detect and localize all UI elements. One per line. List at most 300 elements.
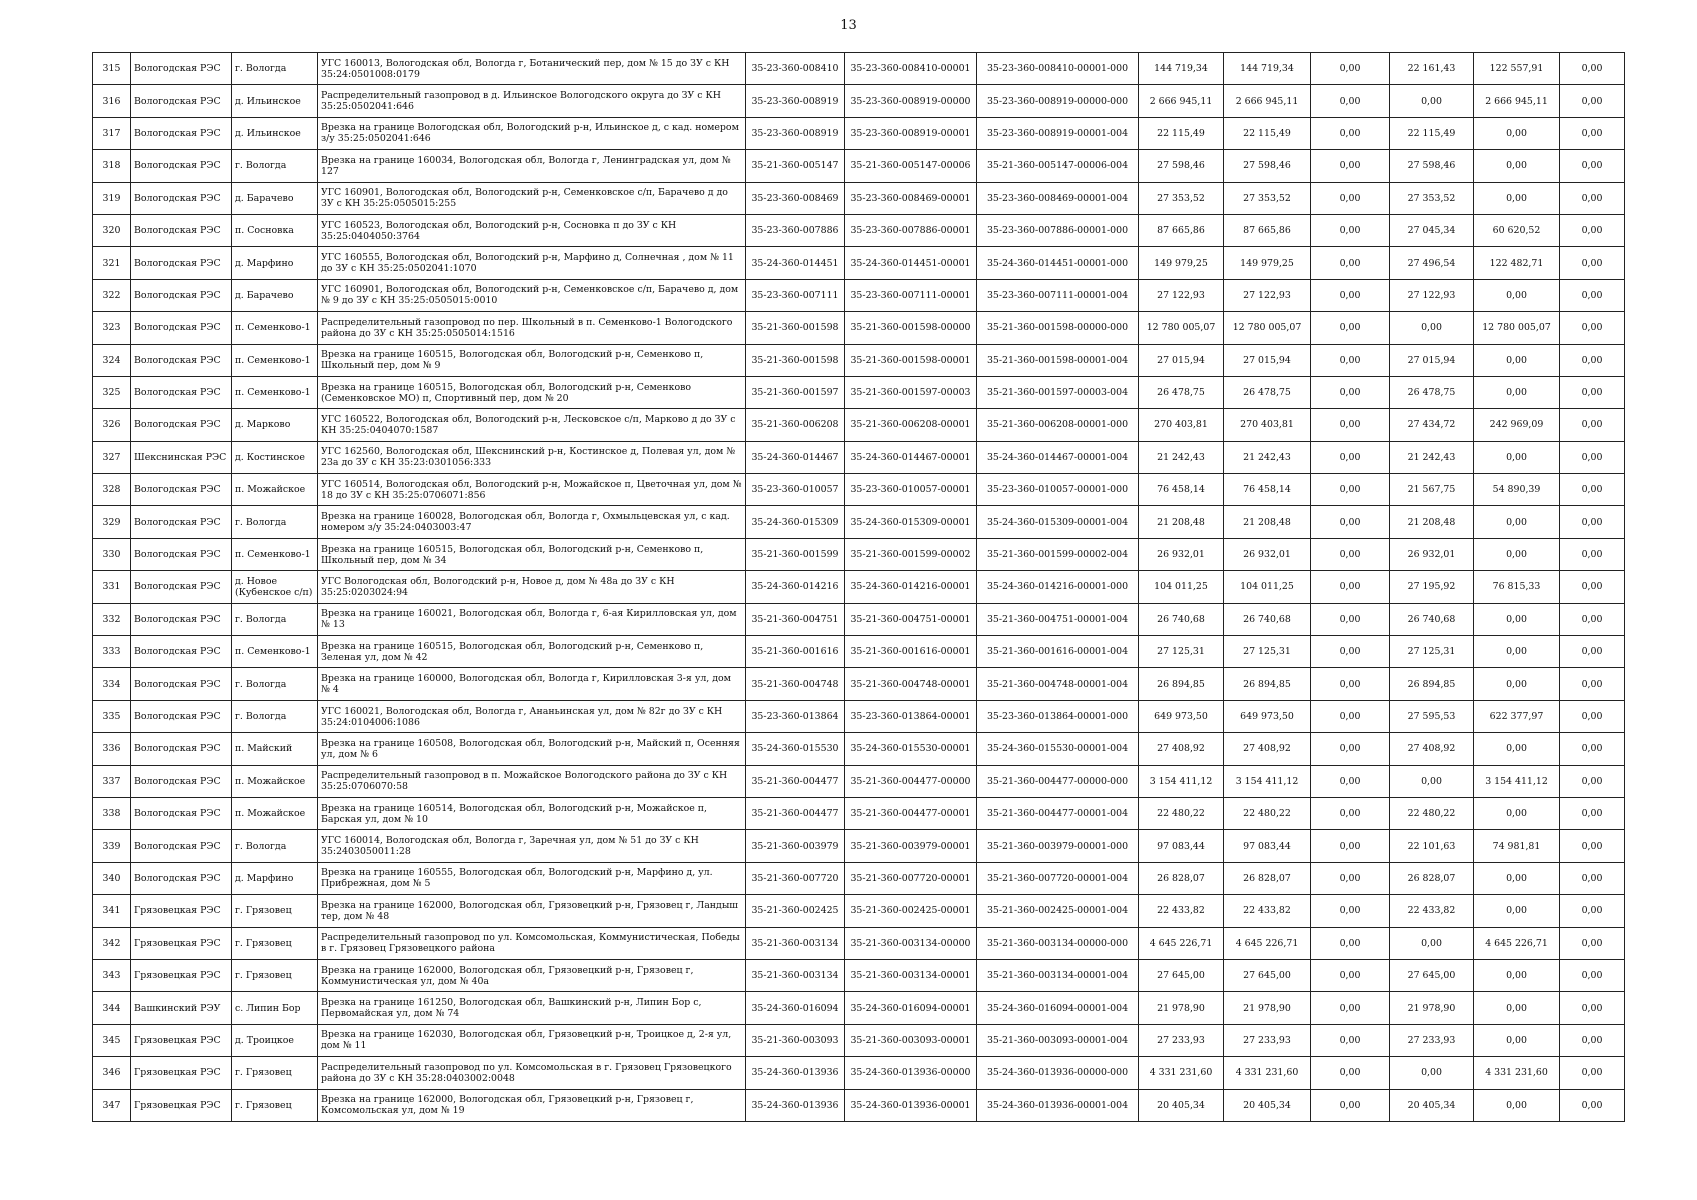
amount-col-4-cell: 26 932,01 xyxy=(1390,538,1474,570)
object-description-cell: Распределительный газопровод по ул. Комсомольская, Коммунистическая, Победы в г. Грязовец Грязовецкого района xyxy=(318,927,746,959)
amount-col-5-cell: 54 890,39 xyxy=(1474,474,1560,506)
object-code-cell: 35-23-360-008919 xyxy=(746,85,845,117)
amount-total-cell: 27 645,00 xyxy=(1139,959,1224,991)
sub-element-code-cell: 35-21-360-001598-00001-004 xyxy=(977,344,1139,376)
department-cell: Вологодская РЭС xyxy=(131,765,232,797)
object-code-cell: 35-24-360-014467 xyxy=(746,441,845,473)
amount-col-4-cell: 27 353,52 xyxy=(1390,182,1474,214)
amount-col-4-cell: 22 480,22 xyxy=(1390,797,1474,829)
amount-total-cell: 2 666 945,11 xyxy=(1139,85,1224,117)
amount-col-4-cell: 27 595,53 xyxy=(1390,700,1474,732)
object-code-cell: 35-21-360-001597 xyxy=(746,376,845,408)
amount-col-6-cell: 0,00 xyxy=(1560,895,1625,927)
table-row xyxy=(93,1057,1625,1089)
amount-col-3-cell: 0,00 xyxy=(1311,700,1390,732)
locality-cell: п. Можайское xyxy=(232,797,318,829)
element-code-cell: 35-21-360-001598-00001 xyxy=(845,344,977,376)
amount-col-3-cell: 0,00 xyxy=(1311,830,1390,862)
row-number-cell: 322 xyxy=(93,279,131,311)
amount-including-cell: 26 894,85 xyxy=(1224,668,1311,700)
sub-element-code-cell: 35-21-360-003093-00001-004 xyxy=(977,1024,1139,1056)
amount-including-cell: 27 122,93 xyxy=(1224,279,1311,311)
object-code-cell: 35-23-360-007886 xyxy=(746,214,845,246)
row-number-cell: 326 xyxy=(93,409,131,441)
amount-col-3-cell: 0,00 xyxy=(1311,279,1390,311)
table-row xyxy=(93,927,1625,959)
amount-col-3-cell: 0,00 xyxy=(1311,53,1390,85)
element-code-cell: 35-23-360-010057-00001 xyxy=(845,474,977,506)
amount-col-3-cell: 0,00 xyxy=(1311,85,1390,117)
locality-cell: г. Грязовец xyxy=(232,959,318,991)
amount-including-cell: 22 480,22 xyxy=(1224,797,1311,829)
amount-col-5-cell: 0,00 xyxy=(1474,733,1560,765)
department-cell: Вологодская РЭС xyxy=(131,214,232,246)
amount-total-cell: 27 015,94 xyxy=(1139,344,1224,376)
row-number-cell: 342 xyxy=(93,927,131,959)
amount-col-6-cell: 0,00 xyxy=(1560,603,1625,635)
amount-total-cell: 26 894,85 xyxy=(1139,668,1224,700)
row-number-cell: 317 xyxy=(93,117,131,149)
row-number-cell: 332 xyxy=(93,603,131,635)
row-number-cell: 329 xyxy=(93,506,131,538)
object-code-cell: 35-21-360-006208 xyxy=(746,409,845,441)
amount-col-3-cell: 0,00 xyxy=(1311,441,1390,473)
amount-col-5-cell: 0,00 xyxy=(1474,636,1560,668)
amount-total-cell: 27 125,31 xyxy=(1139,636,1224,668)
department-cell: Вологодская РЭС xyxy=(131,862,232,894)
department-cell: Вашкинский РЭУ xyxy=(131,992,232,1024)
amount-col-5-cell: 0,00 xyxy=(1474,1024,1560,1056)
amount-total-cell: 149 979,25 xyxy=(1139,247,1224,279)
element-code-cell: 35-21-360-001597-00003 xyxy=(845,376,977,408)
amount-including-cell: 26 740,68 xyxy=(1224,603,1311,635)
department-cell: Вологодская РЭС xyxy=(131,474,232,506)
amount-col-4-cell: 0,00 xyxy=(1390,927,1474,959)
amount-col-6-cell: 0,00 xyxy=(1560,150,1625,182)
amount-total-cell: 4 331 231,60 xyxy=(1139,1057,1224,1089)
amount-col-4-cell: 27 233,93 xyxy=(1390,1024,1474,1056)
element-code-cell: 35-24-360-014216-00001 xyxy=(845,571,977,603)
amount-col-5-cell: 0,00 xyxy=(1474,959,1560,991)
element-code-cell: 35-23-360-008469-00001 xyxy=(845,182,977,214)
locality-cell: д. Барачево xyxy=(232,279,318,311)
row-number-cell: 336 xyxy=(93,733,131,765)
object-code-cell: 35-24-360-016094 xyxy=(746,992,845,1024)
table-row xyxy=(93,862,1625,894)
sub-element-code-cell: 35-21-360-003979-00001-000 xyxy=(977,830,1139,862)
amount-including-cell: 20 405,34 xyxy=(1224,1089,1311,1121)
amount-col-3-cell: 0,00 xyxy=(1311,312,1390,344)
amount-col-3-cell: 0,00 xyxy=(1311,150,1390,182)
object-description-cell: УГС 160522, Вологодская обл, Вологодский р-н, Лесковское с/п, Марково д до ЗУ с КН 35:25:0404070:1587 xyxy=(318,409,746,441)
amount-col-3-cell: 0,00 xyxy=(1311,862,1390,894)
row-number-cell: 315 xyxy=(93,53,131,85)
amount-col-4-cell: 27 598,46 xyxy=(1390,150,1474,182)
element-code-cell: 35-21-360-004477-00001 xyxy=(845,797,977,829)
amount-col-5-cell: 0,00 xyxy=(1474,538,1560,570)
department-cell: Вологодская РЭС xyxy=(131,700,232,732)
locality-cell: п. Семенково-1 xyxy=(232,312,318,344)
amount-col-3-cell: 0,00 xyxy=(1311,959,1390,991)
department-cell: Вологодская РЭС xyxy=(131,636,232,668)
amount-col-4-cell: 21 978,90 xyxy=(1390,992,1474,1024)
amount-col-4-cell: 26 894,85 xyxy=(1390,668,1474,700)
amount-total-cell: 26 828,07 xyxy=(1139,862,1224,894)
sub-element-code-cell: 35-23-360-008919-00001-004 xyxy=(977,117,1139,149)
department-cell: Грязовецкая РЭС xyxy=(131,1024,232,1056)
row-number-cell: 320 xyxy=(93,214,131,246)
amount-including-cell: 27 645,00 xyxy=(1224,959,1311,991)
amount-col-3-cell: 0,00 xyxy=(1311,992,1390,1024)
table-row xyxy=(93,895,1625,927)
locality-cell: г. Вологда xyxy=(232,668,318,700)
object-code-cell: 35-23-360-007111 xyxy=(746,279,845,311)
sub-element-code-cell: 35-24-360-016094-00001-004 xyxy=(977,992,1139,1024)
amount-col-5-cell: 242 969,09 xyxy=(1474,409,1560,441)
object-description-cell: УГС 160901, Вологодская обл, Вологодский р-н, Семенковское с/п, Барачево д, дом № 9 до ЗУ с КН 35:25:0505015:0010 xyxy=(318,279,746,311)
sub-element-code-cell: 35-21-360-001598-00000-000 xyxy=(977,312,1139,344)
object-description-cell: Врезка на границе 160021, Вологодская обл, Вологда г, 6-ая Кирилловская ул, дом № 13 xyxy=(318,603,746,635)
locality-cell: п. Семенково-1 xyxy=(232,538,318,570)
amount-col-6-cell: 0,00 xyxy=(1560,797,1625,829)
amount-col-3-cell: 0,00 xyxy=(1311,376,1390,408)
object-code-cell: 35-21-360-005147 xyxy=(746,150,845,182)
department-cell: Вологодская РЭС xyxy=(131,117,232,149)
element-code-cell: 35-23-360-008919-00001 xyxy=(845,117,977,149)
sub-element-code-cell: 35-21-360-004477-00001-004 xyxy=(977,797,1139,829)
element-code-cell: 35-21-360-002425-00001 xyxy=(845,895,977,927)
amount-col-5-cell: 0,00 xyxy=(1474,344,1560,376)
department-cell: Вологодская РЭС xyxy=(131,344,232,376)
amount-col-3-cell: 0,00 xyxy=(1311,1057,1390,1089)
amount-col-5-cell: 0,00 xyxy=(1474,376,1560,408)
object-code-cell: 35-23-360-008919 xyxy=(746,117,845,149)
amount-col-6-cell: 0,00 xyxy=(1560,571,1625,603)
amount-including-cell: 21 208,48 xyxy=(1224,506,1311,538)
table-row xyxy=(93,797,1625,829)
amount-col-3-cell: 0,00 xyxy=(1311,506,1390,538)
amount-total-cell: 87 665,86 xyxy=(1139,214,1224,246)
amount-total-cell: 22 115,49 xyxy=(1139,117,1224,149)
sub-element-code-cell: 35-21-360-004477-00000-000 xyxy=(977,765,1139,797)
object-code-cell: 35-21-360-007720 xyxy=(746,862,845,894)
object-code-cell: 35-24-360-015530 xyxy=(746,733,845,765)
row-number-cell: 324 xyxy=(93,344,131,376)
amount-col-6-cell: 0,00 xyxy=(1560,506,1625,538)
amount-col-3-cell: 0,00 xyxy=(1311,927,1390,959)
amount-col-3-cell: 0,00 xyxy=(1311,344,1390,376)
sub-element-code-cell: 35-24-360-015309-00001-004 xyxy=(977,506,1139,538)
amount-including-cell: 149 979,25 xyxy=(1224,247,1311,279)
sub-element-code-cell: 35-23-360-010057-00001-000 xyxy=(977,474,1139,506)
sub-element-code-cell: 35-21-360-007720-00001-004 xyxy=(977,862,1139,894)
department-cell: Вологодская РЭС xyxy=(131,150,232,182)
row-number-cell: 346 xyxy=(93,1057,131,1089)
amount-col-6-cell: 0,00 xyxy=(1560,1089,1625,1121)
object-description-cell: Врезка на границе 160515, Вологодская обл, Вологодский р-н, Семенково п, Школьный пер, дом № 34 xyxy=(318,538,746,570)
row-number-cell: 319 xyxy=(93,182,131,214)
amount-col-4-cell: 26 478,75 xyxy=(1390,376,1474,408)
row-number-cell: 341 xyxy=(93,895,131,927)
row-number-cell: 323 xyxy=(93,312,131,344)
amount-col-6-cell: 0,00 xyxy=(1560,668,1625,700)
object-description-cell: Врезка на границе 162000, Вологодская обл, Грязовецкий р-н, Грязовец г, Ландыш тер, дом № 48 xyxy=(318,895,746,927)
amount-col-4-cell: 0,00 xyxy=(1390,85,1474,117)
sub-element-code-cell: 35-24-360-014467-00001-004 xyxy=(977,441,1139,473)
element-code-cell: 35-21-360-001598-00000 xyxy=(845,312,977,344)
amount-col-3-cell: 0,00 xyxy=(1311,603,1390,635)
element-code-cell: 35-21-360-003093-00001 xyxy=(845,1024,977,1056)
locality-cell: г. Вологда xyxy=(232,830,318,862)
object-code-cell: 35-21-360-001599 xyxy=(746,538,845,570)
amount-col-6-cell: 0,00 xyxy=(1560,53,1625,85)
locality-cell: г. Вологда xyxy=(232,506,318,538)
element-code-cell: 35-21-360-005147-00006 xyxy=(845,150,977,182)
amount-col-5-cell: 0,00 xyxy=(1474,862,1560,894)
department-cell: Вологодская РЭС xyxy=(131,733,232,765)
sub-element-code-cell: 35-24-360-013936-00000-000 xyxy=(977,1057,1139,1089)
amount-col-3-cell: 0,00 xyxy=(1311,538,1390,570)
table-row xyxy=(93,603,1625,635)
locality-cell: д. Марково xyxy=(232,409,318,441)
object-description-cell: Врезка на границе 160508, Вологодская обл, Вологодский р-н, Майский п, Осенняя ул, дом № 6 xyxy=(318,733,746,765)
table-row xyxy=(93,571,1625,603)
locality-cell: п. Можайское xyxy=(232,765,318,797)
amount-including-cell: 3 154 411,12 xyxy=(1224,765,1311,797)
amount-col-5-cell: 60 620,52 xyxy=(1474,214,1560,246)
table-row xyxy=(93,538,1625,570)
sub-element-code-cell: 35-24-360-013936-00001-004 xyxy=(977,1089,1139,1121)
element-code-cell: 35-24-360-013936-00000 xyxy=(845,1057,977,1089)
department-cell: Вологодская РЭС xyxy=(131,247,232,279)
locality-cell: д. Марфино xyxy=(232,862,318,894)
object-code-cell: 35-21-360-004748 xyxy=(746,668,845,700)
amount-col-5-cell: 0,00 xyxy=(1474,603,1560,635)
table-row xyxy=(93,344,1625,376)
object-description-cell: УГС 160523, Вологодская обл, Вологодский р-н, Сосновка п до ЗУ с КН 35:25:0404050:3764 xyxy=(318,214,746,246)
row-number-cell: 338 xyxy=(93,797,131,829)
locality-cell: д. Марфино xyxy=(232,247,318,279)
amount-col-6-cell: 0,00 xyxy=(1560,700,1625,732)
amount-col-6-cell: 0,00 xyxy=(1560,959,1625,991)
amount-col-6-cell: 0,00 xyxy=(1560,636,1625,668)
amount-col-5-cell: 12 780 005,07 xyxy=(1474,312,1560,344)
element-code-cell: 35-23-360-008410-00001 xyxy=(845,53,977,85)
amount-col-5-cell: 0,00 xyxy=(1474,895,1560,927)
amount-including-cell: 26 828,07 xyxy=(1224,862,1311,894)
sub-element-code-cell: 35-21-360-001616-00001-004 xyxy=(977,636,1139,668)
amount-including-cell: 270 403,81 xyxy=(1224,409,1311,441)
amount-col-3-cell: 0,00 xyxy=(1311,733,1390,765)
amount-col-5-cell: 0,00 xyxy=(1474,117,1560,149)
amount-total-cell: 21 208,48 xyxy=(1139,506,1224,538)
amount-col-6-cell: 0,00 xyxy=(1560,538,1625,570)
amount-col-4-cell: 22 115,49 xyxy=(1390,117,1474,149)
amount-col-3-cell: 0,00 xyxy=(1311,214,1390,246)
table-row xyxy=(93,150,1625,182)
registry-table xyxy=(92,52,1625,1122)
sub-element-code-cell: 35-24-360-014216-00001-000 xyxy=(977,571,1139,603)
object-code-cell: 35-21-360-004477 xyxy=(746,797,845,829)
sub-element-code-cell: 35-21-360-003134-00000-000 xyxy=(977,927,1139,959)
amount-col-6-cell: 0,00 xyxy=(1560,830,1625,862)
object-code-cell: 35-24-360-015309 xyxy=(746,506,845,538)
amount-col-3-cell: 0,00 xyxy=(1311,797,1390,829)
amount-col-4-cell: 27 195,92 xyxy=(1390,571,1474,603)
object-code-cell: 35-21-360-001616 xyxy=(746,636,845,668)
department-cell: Вологодская РЭС xyxy=(131,182,232,214)
amount-col-5-cell: 0,00 xyxy=(1474,506,1560,538)
object-code-cell: 35-21-360-002425 xyxy=(746,895,845,927)
amount-total-cell: 76 458,14 xyxy=(1139,474,1224,506)
table-row xyxy=(93,279,1625,311)
locality-cell: г. Грязовец xyxy=(232,1057,318,1089)
locality-cell: г. Вологда xyxy=(232,53,318,85)
sub-element-code-cell: 35-21-360-006208-00001-000 xyxy=(977,409,1139,441)
table-row xyxy=(93,733,1625,765)
object-description-cell: Врезка на границе 160514, Вологодская обл, Вологодский р-н, Можайское п, Барская ул, дом № 10 xyxy=(318,797,746,829)
object-description-cell: Распределительный газопровод в д. Ильинское Вологодского округа до ЗУ с КН 35:25:0502041:646 xyxy=(318,85,746,117)
locality-cell: г. Вологда xyxy=(232,700,318,732)
object-code-cell: 35-23-360-008410 xyxy=(746,53,845,85)
amount-including-cell: 26 478,75 xyxy=(1224,376,1311,408)
object-code-cell: 35-23-360-010057 xyxy=(746,474,845,506)
amount-col-3-cell: 0,00 xyxy=(1311,571,1390,603)
object-code-cell: 35-23-360-008469 xyxy=(746,182,845,214)
element-code-cell: 35-21-360-004748-00001 xyxy=(845,668,977,700)
amount-total-cell: 26 478,75 xyxy=(1139,376,1224,408)
amount-including-cell: 22 115,49 xyxy=(1224,117,1311,149)
table-row xyxy=(93,636,1625,668)
element-code-cell: 35-21-360-003979-00001 xyxy=(845,830,977,862)
amount-col-5-cell: 0,00 xyxy=(1474,182,1560,214)
locality-cell: п. Майский xyxy=(232,733,318,765)
table-row xyxy=(93,53,1625,85)
sub-element-code-cell: 35-21-360-004751-00001-004 xyxy=(977,603,1139,635)
object-code-cell: 35-21-360-004477 xyxy=(746,765,845,797)
object-description-cell: УГС 160901, Вологодская обл, Вологодский р-н, Семенковское с/п, Барачево д до ЗУ с КН 35:25:0505015:255 xyxy=(318,182,746,214)
object-description-cell: Врезка на границе 160515, Вологодская обл, Вологодский р-н, Семенково (Семенковское МО) п, Спортивный пер, дом № 20 xyxy=(318,376,746,408)
amount-total-cell: 270 403,81 xyxy=(1139,409,1224,441)
amount-including-cell: 22 433,82 xyxy=(1224,895,1311,927)
element-code-cell: 35-23-360-013864-00001 xyxy=(845,700,977,732)
row-number-cell: 321 xyxy=(93,247,131,279)
element-code-cell: 35-21-360-004477-00000 xyxy=(845,765,977,797)
row-number-cell: 325 xyxy=(93,376,131,408)
object-description-cell: Врезка на границе 160000, Вологодская обл, Вологда г, Кирилловская 3-я ул, дом № 4 xyxy=(318,668,746,700)
element-code-cell: 35-24-360-014451-00001 xyxy=(845,247,977,279)
amount-including-cell: 649 973,50 xyxy=(1224,700,1311,732)
sub-element-code-cell: 35-23-360-007111-00001-004 xyxy=(977,279,1139,311)
element-code-cell: 35-24-360-016094-00001 xyxy=(845,992,977,1024)
row-number-cell: 330 xyxy=(93,538,131,570)
locality-cell: г. Вологда xyxy=(232,603,318,635)
amount-total-cell: 22 480,22 xyxy=(1139,797,1224,829)
table-row xyxy=(93,409,1625,441)
department-cell: Вологодская РЭС xyxy=(131,376,232,408)
row-number-cell: 337 xyxy=(93,765,131,797)
sub-element-code-cell: 35-21-360-004748-00001-004 xyxy=(977,668,1139,700)
amount-col-5-cell: 0,00 xyxy=(1474,668,1560,700)
amount-col-6-cell: 0,00 xyxy=(1560,312,1625,344)
row-number-cell: 316 xyxy=(93,85,131,117)
amount-total-cell: 3 154 411,12 xyxy=(1139,765,1224,797)
table-row xyxy=(93,117,1625,149)
amount-col-6-cell: 0,00 xyxy=(1560,409,1625,441)
amount-total-cell: 27 122,93 xyxy=(1139,279,1224,311)
amount-total-cell: 97 083,44 xyxy=(1139,830,1224,862)
amount-col-6-cell: 0,00 xyxy=(1560,733,1625,765)
object-code-cell: 35-23-360-013864 xyxy=(746,700,845,732)
amount-col-3-cell: 0,00 xyxy=(1311,182,1390,214)
row-number-cell: 327 xyxy=(93,441,131,473)
department-cell: Вологодская РЭС xyxy=(131,279,232,311)
row-number-cell: 345 xyxy=(93,1024,131,1056)
department-cell: Вологодская РЭС xyxy=(131,571,232,603)
locality-cell: п. Семенково-1 xyxy=(232,344,318,376)
amount-including-cell: 27 015,94 xyxy=(1224,344,1311,376)
amount-col-5-cell: 0,00 xyxy=(1474,992,1560,1024)
table-row xyxy=(93,182,1625,214)
amount-col-3-cell: 0,00 xyxy=(1311,1089,1390,1121)
object-code-cell: 35-21-360-003134 xyxy=(746,959,845,991)
amount-col-4-cell: 21 208,48 xyxy=(1390,506,1474,538)
row-number-cell: 339 xyxy=(93,830,131,862)
amount-col-4-cell: 26 740,68 xyxy=(1390,603,1474,635)
table-row xyxy=(93,506,1625,538)
amount-col-4-cell: 21 567,75 xyxy=(1390,474,1474,506)
amount-total-cell: 4 645 226,71 xyxy=(1139,927,1224,959)
amount-col-4-cell: 0,00 xyxy=(1390,1057,1474,1089)
object-description-cell: УГС 160013, Вологодская обл, Вологда г, Ботанический пер, дом № 15 до ЗУ с КН 35:24:0501008:0179 xyxy=(318,53,746,85)
amount-col-5-cell: 0,00 xyxy=(1474,150,1560,182)
sub-element-code-cell: 35-23-360-008919-00000-000 xyxy=(977,85,1139,117)
row-number-cell: 347 xyxy=(93,1089,131,1121)
row-number-cell: 335 xyxy=(93,700,131,732)
object-description-cell: Врезка на границе 160515, Вологодская обл, Вологодский р-н, Семенково п, Зеленая ул, дом № 42 xyxy=(318,636,746,668)
object-description-cell: Врезка на границе 162000, Вологодская обл, Грязовецкий р-н, Грязовец г, Комсомольская ул, дом № 19 xyxy=(318,1089,746,1121)
row-number-cell: 340 xyxy=(93,862,131,894)
amount-col-6-cell: 0,00 xyxy=(1560,1024,1625,1056)
object-description-cell: УГС 162560, Вологодская обл, Шекснинский р-н, Костинское д, Полевая ул, дом № 23а до ЗУ с КН 35:23:0301056:333 xyxy=(318,441,746,473)
element-code-cell: 35-23-360-008919-00000 xyxy=(845,85,977,117)
table-row xyxy=(93,214,1625,246)
amount-col-5-cell: 0,00 xyxy=(1474,797,1560,829)
department-cell: Грязовецкая РЭС xyxy=(131,927,232,959)
element-code-cell: 35-24-360-015530-00001 xyxy=(845,733,977,765)
amount-including-cell: 2 666 945,11 xyxy=(1224,85,1311,117)
department-cell: Вологодская РЭС xyxy=(131,538,232,570)
object-code-cell: 35-24-360-013936 xyxy=(746,1089,845,1121)
row-number-cell: 344 xyxy=(93,992,131,1024)
element-code-cell: 35-21-360-001616-00001 xyxy=(845,636,977,668)
department-cell: Грязовецкая РЭС xyxy=(131,895,232,927)
amount-total-cell: 20 405,34 xyxy=(1139,1089,1224,1121)
amount-total-cell: 27 408,92 xyxy=(1139,733,1224,765)
object-code-cell: 35-24-360-014216 xyxy=(746,571,845,603)
object-code-cell: 35-21-360-001598 xyxy=(746,344,845,376)
amount-col-5-cell: 0,00 xyxy=(1474,1089,1560,1121)
amount-including-cell: 87 665,86 xyxy=(1224,214,1311,246)
department-cell: Грязовецкая РЭС xyxy=(131,1089,232,1121)
object-code-cell: 35-21-360-003134 xyxy=(746,927,845,959)
amount-col-6-cell: 0,00 xyxy=(1560,927,1625,959)
table-row xyxy=(93,700,1625,732)
object-description-cell: Распределительный газопровод по ул. Комсомольская в г. Грязовец Грязовецкого района до ЗУ с КН 35:28:0403002:0048 xyxy=(318,1057,746,1089)
locality-cell: д. Костинское xyxy=(232,441,318,473)
table-row xyxy=(93,312,1625,344)
amount-col-6-cell: 0,00 xyxy=(1560,765,1625,797)
